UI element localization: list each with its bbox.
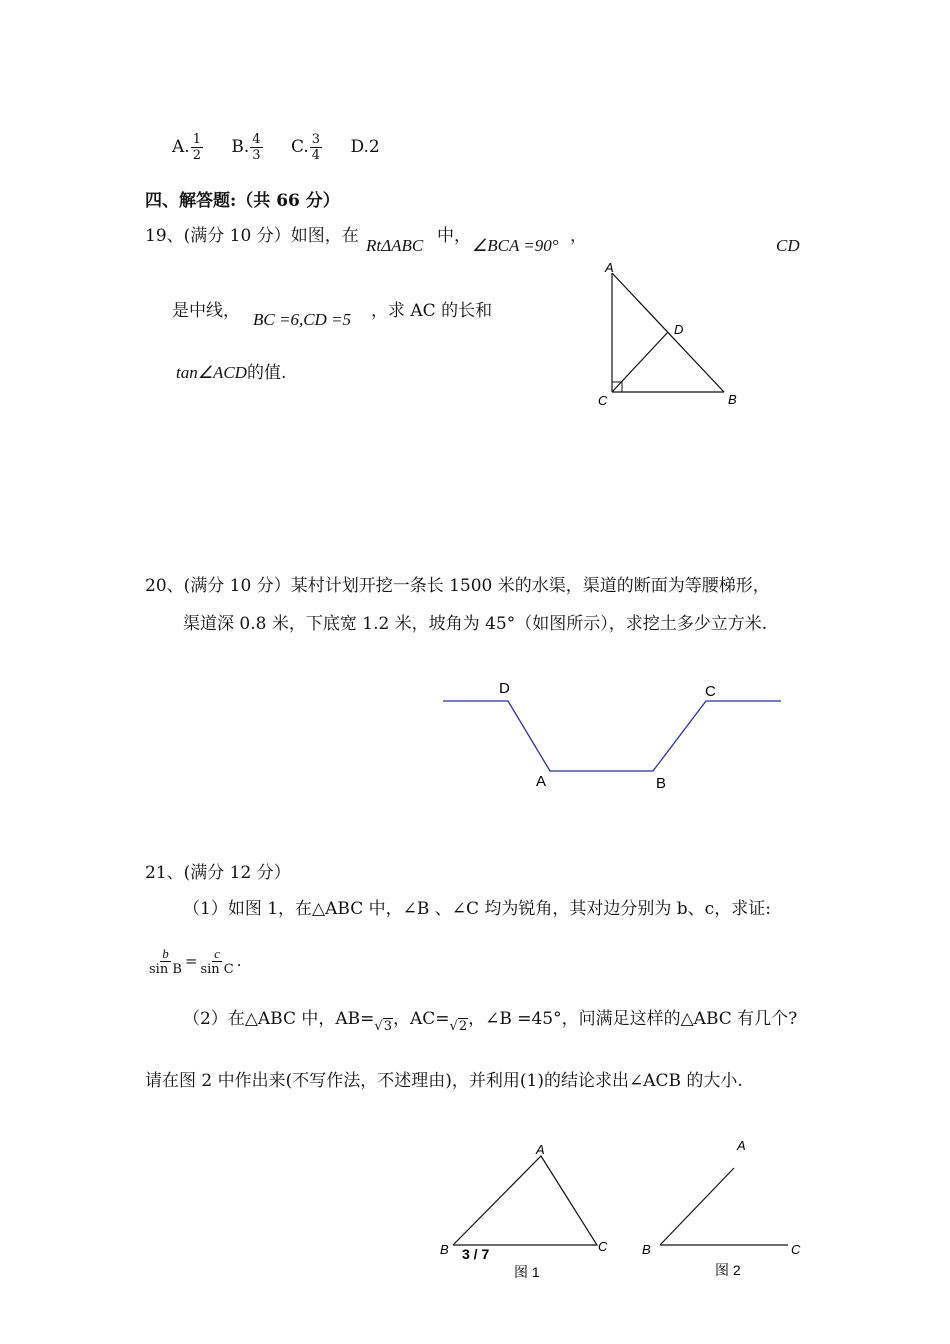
q18-options [172, 132, 380, 163]
label-a: A [536, 773, 547, 790]
label-a: A [737, 1138, 746, 1153]
label-b: B [656, 775, 667, 792]
q19-line2-b: ，求 AC 的长和 [371, 301, 493, 321]
option-d: D.2 [350, 137, 380, 157]
label-c: C [598, 393, 608, 408]
q19-cd: CD [776, 236, 800, 255]
label-c: C [791, 1242, 801, 1257]
q19-figure [590, 255, 750, 415]
q19-comma: ， [570, 226, 587, 246]
label-d: D [499, 680, 510, 697]
option-c: C. $\frac{3}{4}$ [290, 132, 321, 163]
triangle-abc [453, 1156, 597, 1245]
label-c: C [705, 683, 716, 700]
q19-angle: ∠BCA =90° [472, 236, 559, 255]
channel-profile [443, 701, 781, 771]
caption-fig2: 图 2 [715, 1262, 741, 1278]
q21-part2-line2: 请在图 2 中作出来(不写作法，不述理由)，并利用(1)的结论求出∠ACB 的大小. [145, 1071, 743, 1091]
section-heading: 四、解答题:（共 66 分） [145, 191, 340, 211]
ray-ba [660, 1168, 734, 1245]
label-d: D [674, 322, 684, 337]
label-a: A [536, 1142, 545, 1157]
q20-figure [440, 675, 790, 800]
option-b: B. $\frac{4}{3}$ [231, 132, 261, 163]
sqrt2: √2 [449, 1019, 468, 1034]
label-b: B [440, 1242, 449, 1257]
q21-part1: （1）如图 1，在△ABC 中，∠B 、∠C 均为锐角，其对边分别为 b、c，求证: [183, 899, 771, 919]
q20-line2: 渠道深 0.8 米，下底宽 1.2 米，坡角为 45°（如图所示），求挖土多少立方米. [183, 614, 768, 634]
q19-line3: tan∠ACD的值. [176, 363, 287, 383]
q21-title: 21、(满分 12 分） [145, 863, 291, 883]
q21-figure2 [630, 1130, 820, 1285]
q19-rt-abc: RtΔABC [366, 236, 424, 255]
q19-line2-a: 是中线， [172, 301, 240, 321]
q19-line1: 19、(满分 10 分）如图，在 [145, 226, 359, 246]
q19-given: BC =6,CD =5 [253, 310, 352, 329]
option-a: A. $\frac{1}{2}$ [172, 132, 201, 163]
q21-figure1 [430, 1135, 620, 1285]
sqrt3: √3 [374, 1019, 392, 1034]
q21-part2: （2）在△ABC 中，AB=√3，AC=√2，∠B =45°，问满足这样的△ABC 有几个? [183, 1009, 798, 1034]
q21-formula: $\frac{b}{\text{sin B}}$ = $\frac{c}{\text{sin C}}$ . [149, 946, 242, 977]
label-c: C [598, 1239, 608, 1254]
label-b: B [728, 392, 737, 407]
median-cd [612, 332, 668, 392]
label-a: A [605, 260, 614, 275]
q20-line1: 20、(满分 10 分）某村计划开挖一条长 1500 米的水渠，渠道的断面为等腰梯形， [145, 576, 770, 596]
page-number: 3 / 7 [462, 1246, 490, 1262]
q19-mid: 中， [437, 226, 471, 246]
caption-fig1: 图 1 [514, 1264, 540, 1280]
label-b: B [642, 1242, 651, 1257]
